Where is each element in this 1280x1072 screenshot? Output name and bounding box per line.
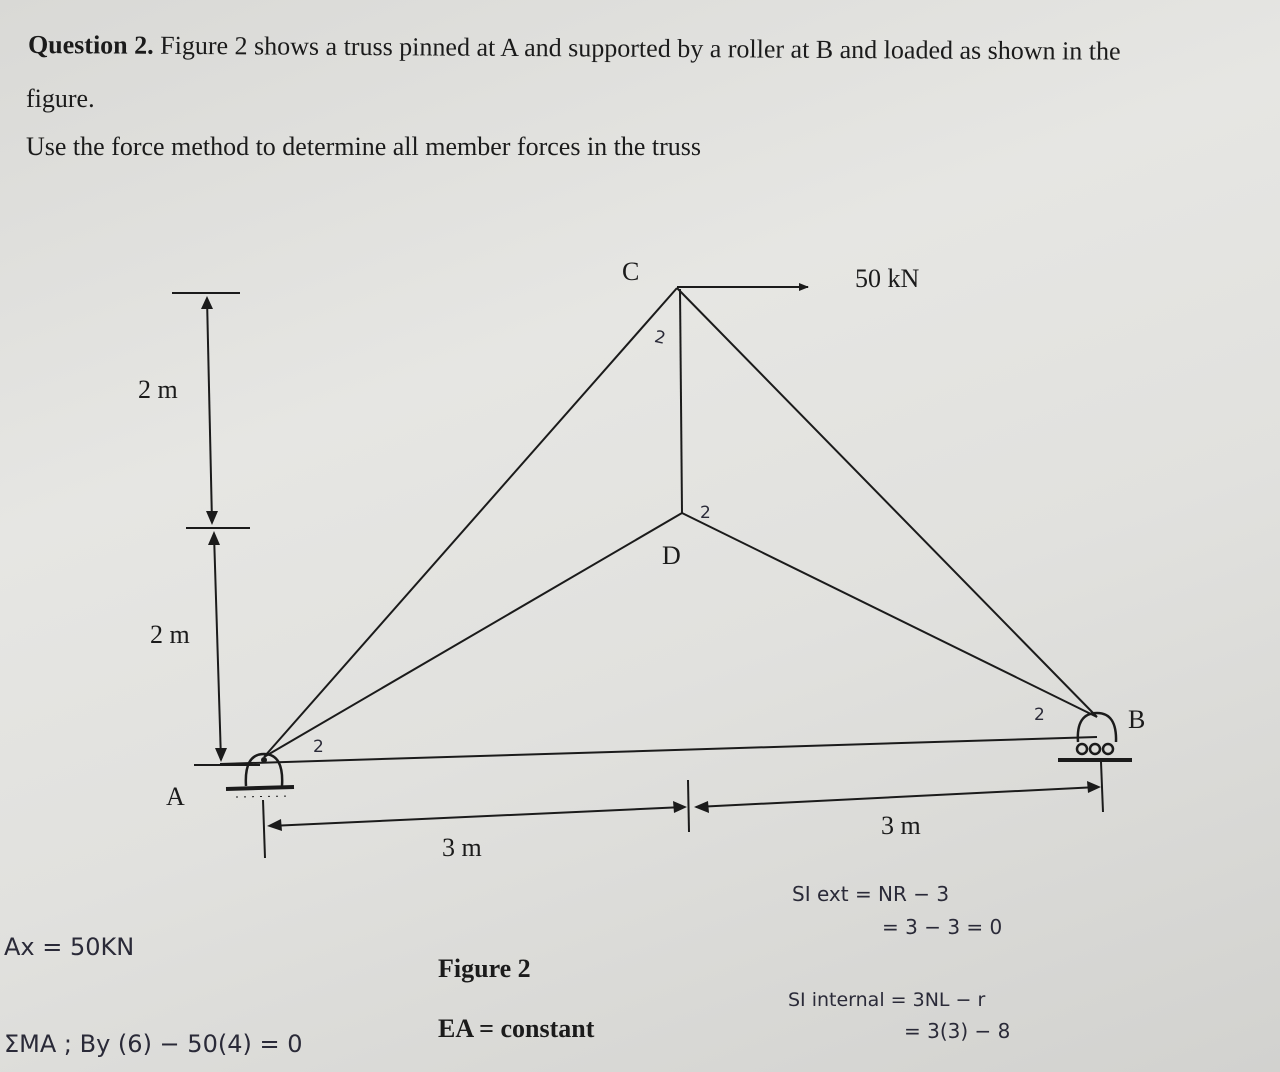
dim-left-span-line — [270, 807, 684, 826]
dim-right-span-label: 3 m — [881, 811, 921, 840]
mark-cd-top: 2 — [652, 327, 668, 349]
node-d-label: D — [662, 541, 681, 570]
mark-a-right: 2 — [313, 737, 324, 757]
mark-b-left: 2 — [1034, 705, 1045, 725]
member-ab — [220, 737, 1097, 764]
question-line-2: figure. — [26, 84, 95, 113]
hand-moment: ΣMA ; By (6) − 50(4) = 0 — [4, 1030, 303, 1058]
truss-members — [220, 288, 1097, 764]
hand-ax: Ax = 50KN — [4, 933, 135, 961]
hand-si-ext-1: SI ext = NR − 3 — [792, 882, 950, 906]
dim-right-span-line — [696, 787, 1098, 807]
load-label: 50 kN — [855, 264, 920, 293]
member-cd — [680, 289, 682, 513]
node-b-label: B — [1128, 705, 1146, 734]
member-db — [682, 513, 1097, 717]
dim-b-tick — [1101, 762, 1103, 812]
dim-lower-label: 2 m — [150, 620, 190, 649]
hand-si-int-1: SI internal = 3NL − r — [788, 989, 986, 1011]
member-cb — [677, 288, 1097, 717]
ea-note: EA = constant — [438, 1014, 595, 1043]
hand-si-ext-2: = 3 − 3 = 0 — [882, 915, 1003, 939]
pin-base — [226, 787, 294, 789]
dim-mid-span-tick — [688, 780, 689, 832]
dim-a-tick — [263, 800, 265, 858]
roller-wheel — [1077, 744, 1087, 754]
mark-d-right: 2 — [700, 503, 711, 523]
dim-upper-line — [207, 298, 212, 522]
hand-si-int-2: = 3(3) − 8 — [904, 1019, 1011, 1043]
question-number: Question 2. — [27, 30, 154, 60]
node-c-label: C — [622, 257, 640, 286]
dim-upper-label: 2 m — [138, 375, 178, 404]
figure-caption: Figure 2 — [438, 954, 531, 983]
node-a-label: A — [166, 782, 185, 811]
dim-left-span-label: 3 m — [442, 833, 482, 862]
pin-support — [226, 754, 294, 797]
horizontal-dimension — [263, 762, 1103, 858]
vertical-dimension — [172, 293, 260, 765]
member-ad — [264, 513, 682, 757]
question-text-1: Figure 2 shows a truss pinned at A and supported by a roller at B and loaded as shown in the — [160, 30, 1121, 66]
question-line-3: Use the force method to determine all member forces in the truss — [26, 132, 702, 161]
dim-lower-line — [214, 534, 221, 760]
member-ac — [264, 288, 677, 757]
